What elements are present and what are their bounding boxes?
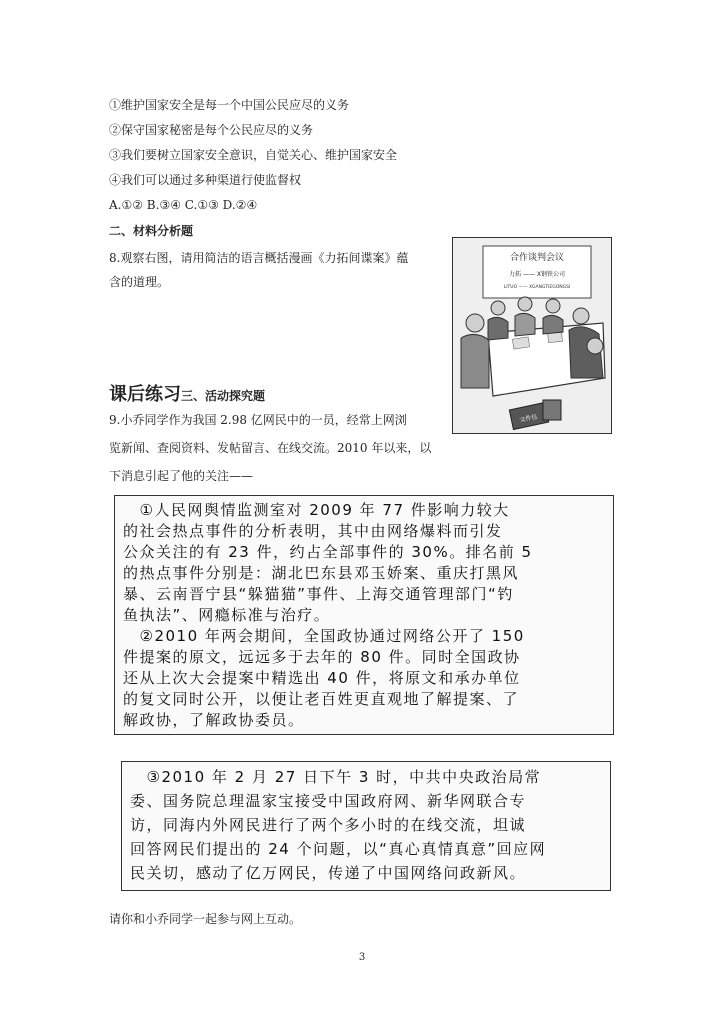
question-9-line-1: 9.小乔同学作为我国 2.98 亿网民中的一员，经常上网浏 <box>109 413 407 427</box>
news-box-1-line: 公众关注的有 23 件，约占全部事件的 30%。排名前 5 <box>123 543 533 561</box>
page-number: 3 <box>358 952 366 963</box>
news-box-2-line: 委、国务院总理温家宝接受中国政府网、新华网联合专 <box>130 792 527 810</box>
question-9-line-3: 下消息引起了他的关注—— <box>109 469 254 483</box>
comic-bag-label: 文件包 <box>519 413 539 424</box>
news-box-1 <box>114 495 614 735</box>
answer-choices: A.①② B.③④ C.①③ D.②④ <box>109 198 258 212</box>
news-box-2-line: 民关切，感动了亿万网民，传递了中国网络问政新风。 <box>130 864 527 882</box>
news-box-1-line: ①人民网舆情监测室对 2009 年 77 件影响力较大 <box>123 501 510 519</box>
news-box-1-line: 解政协，了解政协委员。 <box>123 711 305 729</box>
homework-heading-large: 课后练习 <box>109 384 181 405</box>
news-box-1-line: ②2010 年两会期间，全国政协通过网络公开了 150 <box>123 627 525 645</box>
news-box-2-line: 访，同海内外网民进行了两个多小时的在线交流，坦诚 <box>130 816 527 834</box>
question-9-line-2: 览新闻、查阅资料、发帖留言、在线交流。2010 年以来，以 <box>109 441 432 455</box>
comic-sign-subtitle-pinyin: LITUO —— XGANGTIEGONGSI <box>503 285 571 290</box>
option-4: ④我们可以通过多种渠道行使监督权 <box>109 173 302 187</box>
news-box-2-line: ③2010 年 2 月 27 日下午 3 时，中共中央政治局常 <box>130 768 542 786</box>
question-8-line-2: 含的道理。 <box>109 275 170 289</box>
news-box-1-line: 的社会热点事件的分析表明，其中由网络爆料而引发 <box>123 522 503 540</box>
homework-heading-small: 三、活动探究题 <box>181 389 266 403</box>
homework-heading <box>109 380 265 406</box>
comic-illustration <box>452 237 612 434</box>
news-box-1-line: 还从上次大会提案中精选出 40 件，将原文和承办单位 <box>123 669 521 687</box>
news-box-2 <box>121 761 611 891</box>
news-box-1-line: 鱼执法”、网瘾标准与治疗。 <box>123 606 331 624</box>
option-3: ③我们要树立国家安全意识，自觉关心、维护国家安全 <box>109 148 398 162</box>
comic-sign-title: 合作谈判会议 <box>509 253 565 263</box>
comic-sign-subtitle: 力拓 —— X钢铁公司 <box>509 271 565 278</box>
option-2: ②保守国家秘密是每个公民应尽的义务 <box>109 123 314 137</box>
option-1: ①维护国家安全是每一个中国公民应尽的义务 <box>109 98 350 112</box>
question-8-line-1: 8.观察右图，请用简洁的语言概括漫画《力拓间谍案》蕴 <box>109 251 409 265</box>
news-box-1-line: 件提案的原文，远远多于去年的 80 件。同时全国政协 <box>123 648 521 666</box>
news-box-1-line: 的复文同时公开，以便让老百姓更直观地了解提案、了 <box>123 690 520 708</box>
news-box-1-line: 暴、云南晋宁县“躲猫猫”事件、上海交通管理部门“钓 <box>123 585 514 603</box>
news-box-1-line: 的热点事件分别是：湖北巴东县邓玉娇案、重庆打黑风 <box>123 564 520 582</box>
section-heading-analysis: 二、材料分析题 <box>109 224 194 238</box>
news-box-2-line: 回答网民们提出的 24 个问题，以“真心真情真意”回应网 <box>130 840 547 858</box>
closing-instruction: 请你和小乔同学一起参与网上互动。 <box>109 912 302 926</box>
